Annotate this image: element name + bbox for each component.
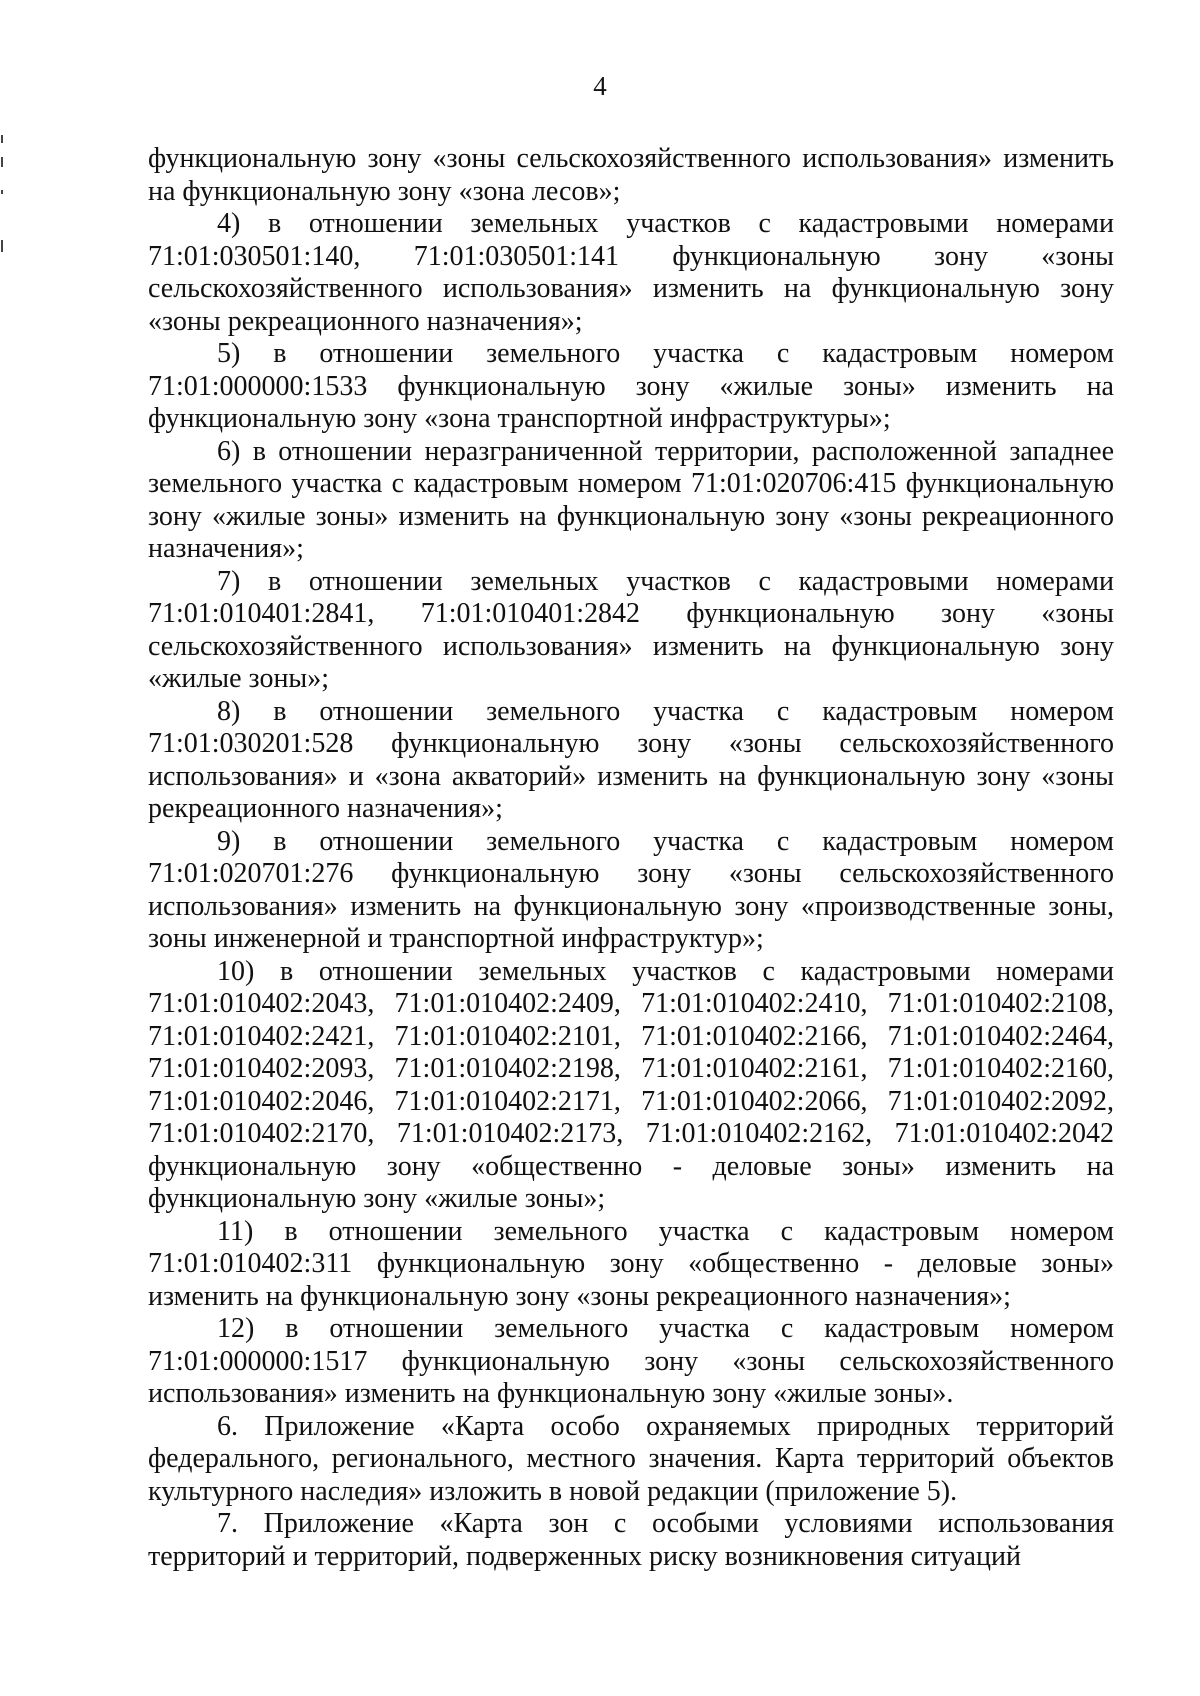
paragraph-continuation: функциональную зону «зоны сельскохозяйственного использования» изменить на функциональную зону «зона лесов»; [148,143,1114,207]
list-item-4: 4) в отношении земельных участков с кадастровыми номерами 71:01:030501:140, 71:01:030501:141 функциональную зону «зоны сельскохозяйственного использования» изменить на функциональную зону «зоны рекреационного назначения»; [148,208,1114,337]
list-item-6: 6) в отношении неразграниченной территории, расположенной западнее земельного участка с кадастровым номером 71:01:020706:415 функциональную зону «жилые зоны» изменить на функциональную зону «зоны рекреационного назначения»; [148,435,1114,564]
section-paragraph-6: 6. Приложение «Карта особо охраняемых природных территорий федерального, регионального, местного значения. Карта территорий объектов культурного наследия» изложить в новой редакции (приложение 5). [148,1410,1114,1507]
list-item-11: 11) в отношении земельного участка с кадастровым номером 71:01:010402:311 функциональную зону «общественно - деловые зоны» изменить на функциональную зону «зоны рекреационного назначения»; [148,1215,1114,1312]
list-item-12: 12) в отношении земельного участка с кадастровым номером 71:01:000000:1517 функциональную зону «зоны сельскохозяйственного использования» изменить на функциональную зону «жилые зоны». [148,1313,1114,1409]
document-body [148,143,1114,1573]
margin-scan-marks [0,130,6,280]
list-item-8: 8) в отношении земельного участка с кадастровым номером 71:01:030201:528 функциональную зону «зоны сельскохозяйственного использования» и «зона акваторий» изменить на функциональную зону «зоны рекреационного назначения»; [148,695,1114,824]
list-item-10: 10) в отношении земельных участков с кадастровыми номерами 71:01:010402:2043, 71:01:010402:2409, 71:01:010402:2410, 71:01:010402:2108, 71:01:010402:2421, 71:01:010402:2101, 71:01:010402:2166, 71:01:010402:2464, 71:01:010402:2093, 71:01:010402:2198, 71:01:010402:2161, 71:01:010402:2160, 71:01:010402:2046, 71:01:010402:2171, 71:01:010402:2066, 71:01:010402:2092, 71:01:010402:2170, 71:01:010402:2173, 71:01:010402:2162, 71:01:010402:2042 функциональную зону «общественно - деловые зоны» изменить на функциональную зону «жилые зоны»; [148,955,1114,1214]
section-paragraph-7: 7. Приложение «Карта зон с особыми условиями использования территорий и территорий, подверженных риску возникновения ситуаций [148,1508,1114,1572]
page-number: 4 [593,71,607,101]
list-item-9: 9) в отношении земельного участка с кадастровым номером 71:01:020701:276 функциональную зону «зоны сельскохозяйственного использования» изменить на функциональную зону «производственные зоны, зоны инженерной и транспортной инфраструктур»; [148,825,1114,954]
list-item-7: 7) в отношении земельных участков с кадастровыми номерами 71:01:010401:2841, 71:01:010401:2842 функциональную зону «зоны сельскохозяйственного использования» изменить на функциональную зону «жилые зоны»; [148,565,1114,694]
list-item-5: 5) в отношении земельного участка с кадастровым номером 71:01:000000:1533 функциональную зону «жилые зоны» изменить на функциональную зону «зона транспортной инфраструктуры»; [148,338,1114,434]
